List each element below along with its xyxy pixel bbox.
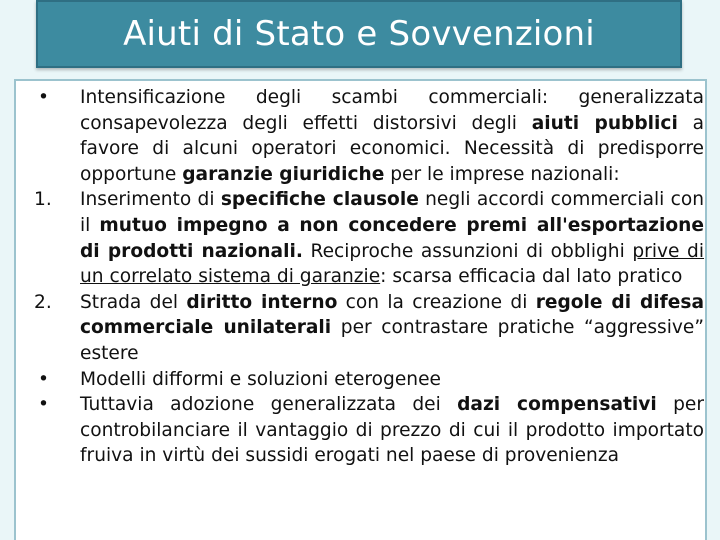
list-item-text — [80, 394, 704, 466]
slide-title: Aiuti di Stato e Sovvenzioni — [123, 14, 595, 54]
underlined-text: prive di un correlato sistema di garanzie — [80, 240, 705, 288]
bullet-marker: • — [38, 87, 49, 108]
bold-text: regole di difesa commerciale unilaterali — [80, 291, 704, 339]
text-run: Intensificazione degli scambi commerciali: generalizzata consapevolezza degli effetti distorsivi degli — [80, 87, 704, 134]
text-run: per contrastare pratiche “aggressive” estere — [80, 317, 704, 364]
text-run: Strada del — [80, 291, 187, 313]
title-banner — [36, 0, 682, 68]
number-marker: 2. — [34, 291, 52, 313]
text-run: per controbilanciare il vantaggio di prezzo di cui il prodotto importato fruiva in virtù dei sussidi erogati nel paese di provenienza — [80, 394, 704, 467]
text-run: Inserimento di — [80, 189, 221, 211]
text-run: a favore di alcuni operatori economici. Necessità di predisporre opportune — [80, 112, 705, 185]
bold-text: garanzie giuridiche — [182, 163, 385, 185]
bullet-list — [32, 85, 704, 469]
list-item-text — [80, 189, 704, 287]
bullet-marker: • — [38, 368, 49, 390]
list-item — [32, 85, 704, 187]
bold-text: specifiche clausole — [220, 189, 419, 211]
text-run: per le imprese nazionali: — [384, 163, 620, 185]
content-panel — [14, 79, 707, 540]
bold-text: aiuti pubblici — [531, 112, 678, 134]
bold-text: diritto interno — [186, 291, 338, 313]
text-run: Reciproche assunzioni di obblighi — [302, 240, 633, 262]
number-marker: 1. — [34, 189, 52, 211]
list-item — [32, 367, 704, 393]
list-item-text — [80, 292, 704, 364]
text-run: Modelli difformi e soluzioni eterogenee — [80, 368, 441, 390]
text-run: negli accordi commerciali con il — [80, 189, 705, 236]
bold-text: mutuo impegno a non concedere premi all'esportazione di prodotti nazionali. — [80, 214, 704, 262]
list-item-text — [80, 87, 704, 185]
list-item — [32, 290, 704, 367]
bullet-marker: • — [38, 394, 49, 416]
list-item — [32, 187, 704, 289]
list-item-text — [80, 369, 441, 390]
text-run: con la creazione di — [337, 291, 536, 313]
bold-text: dazi compensativi — [457, 394, 657, 416]
text-run: Tuttavia adozione generalizzata dei — [80, 394, 458, 416]
list-item — [32, 392, 704, 469]
text-run: : scarsa efficacia dal lato pratico — [380, 266, 683, 288]
